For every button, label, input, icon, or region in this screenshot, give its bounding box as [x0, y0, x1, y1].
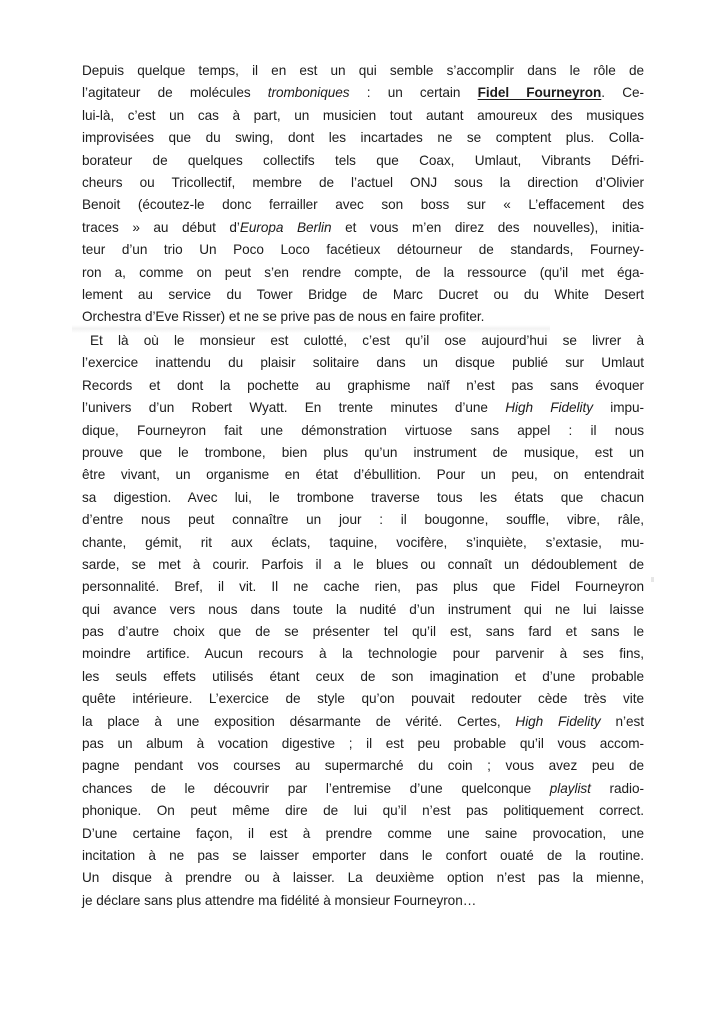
italic-title: High Fidelity [515, 713, 601, 729]
text-line: pas un album à vocation digestive ; il est peu probable qu’il vous accom- [82, 736, 644, 752]
text-line: d’entre nous peut connaître un jour : il bougonne, souffle, vibre, râle, [82, 512, 644, 528]
text-line: teur d’un trio Un Poco Loco facétieux détourneur de standards, Fourney- [82, 242, 644, 258]
italic-title: Europa Berlin [239, 219, 332, 235]
text-line: pagne pendant vos courses au supermarché du coin ; vous avez peu de [82, 758, 644, 774]
text-line: cheurs ou Tricollectif, membre de l’actuel ONJ sous la direction d’Olivier [82, 174, 644, 190]
text-line: personnalité. Bref, il vit. Il ne cache rien, pas plus que Fidel Fourneyron [82, 579, 644, 595]
text-line: je déclare sans plus attendre ma fidélité à monsieur Fourneyron… [82, 892, 477, 908]
text-line: improvisées que du swing, dont les incartades ne se comptent plus. Colla- [82, 130, 644, 146]
text-line: moindre artifice. Aucun recours à la technologie pour parvenir à ses fins, [82, 646, 644, 662]
text-line: Orchestra d’Eve Risser) et ne se prive pas de nous en faire profiter. [82, 309, 485, 325]
text-line: pas d’autre choix que de se présenter tel qu’il est, sans fard et sans le [82, 624, 644, 640]
italic-title: High Fidelity [505, 400, 593, 416]
text-line: quête intérieure. L’exercice de style qu’on pouvait redouter cède très vite [82, 691, 644, 707]
text-line: les seuls effets utilisés étant ceux de son imagination et d’une probable [82, 668, 644, 684]
text-line: être vivant, un organisme en état d’ébullition. Pour un peu, on entendrait [82, 467, 644, 483]
italic-title: playlist [549, 780, 591, 796]
text-line: Un disque à prendre ou à laisser. La deuxième option n’est pas la mienne, [82, 870, 644, 886]
italic-title: tromboniques [267, 85, 350, 101]
text-line: l’agitateur de molécules tromboniques : un certain Fidel Fourneyron. Ce- [82, 85, 644, 101]
text-line: Et là où le monsieur est culotté, c’est qu’il ose aujourd’hui se livrer à [90, 333, 644, 348]
text-line: D’une certaine façon, il est à prendre comme une saine provocation, une [82, 825, 644, 841]
text-line: l’univers d’un Robert Wyatt. En trente minutes d’une High Fidelity impu- [82, 400, 645, 416]
text-line: l’exercice inattendu du plaisir solitaire dans un disque publié sur Umlaut [82, 355, 644, 371]
text-line: lement au service du Tower Bridge de Marc Ducret ou du White Desert [82, 286, 644, 302]
text-line: dique, Fourneyron fait une démonstration virtuose sans appel : il nous [82, 422, 644, 438]
text-line: borateur de quelques collectifs tels que Coax, Umlaut, Vibrants Défri- [82, 152, 644, 168]
text-line: traces » au début d’Europa Berlin et vous m’en direz des nouvelles), initia- [82, 219, 644, 235]
text-line: sarde, se met à courir. Parfois il a le blues ou connaît un dédoublement de [82, 556, 644, 572]
artist-name-link[interactable]: Fidel Fourneyron [477, 85, 602, 101]
text-line: sa digestion. Avec lui, le trombone traverse tous les états que chacun [82, 489, 644, 505]
text-line: chances de le découvrir par l’entremise d’une quelconque playlist radio- [82, 780, 644, 796]
paragraph-2 [82, 330, 644, 912]
text-line: qui avance vers nous dans toute la nudité d’un instrument qui ne lui laisse [82, 601, 644, 617]
text-line: Benoit (écoutez-le donc ferrailler avec son boss sur « L’effacement des [82, 197, 644, 213]
paragraph-1 [82, 60, 644, 329]
text-line: ron a, comme on peut s’en rendre compte, de la ressource (qu’il met éga- [82, 264, 644, 280]
text-line: prouve que le trombone, bien plus qu’un instrument de musique, est un [82, 444, 644, 460]
text-line: la place à une exposition désarmante de vérité. Certes, High Fidelity n’est [82, 713, 644, 729]
text-line: phonique. On peut même dire de lui qu’il n’est pas politiquement correct. [82, 803, 644, 819]
text-line: incitation à ne pas se laisser emporter dans le confort ouaté de la routine. [82, 847, 644, 863]
text-line: Records et dont la pochette au graphisme naïf n’est pas sans évoquer [82, 377, 644, 393]
scan-mark [651, 577, 654, 582]
text-line: chante, gémit, rit aux éclats, taquine, vocifère, s’inquiète, s’extasie, mu- [82, 534, 644, 550]
text-line: lui-là, c’est un cas à part, un musicien tout autant amoureux des musiques [82, 107, 644, 123]
text-line: Depuis quelque temps, il en est un qui semble s’accomplir dans le rôle de [82, 63, 644, 78]
